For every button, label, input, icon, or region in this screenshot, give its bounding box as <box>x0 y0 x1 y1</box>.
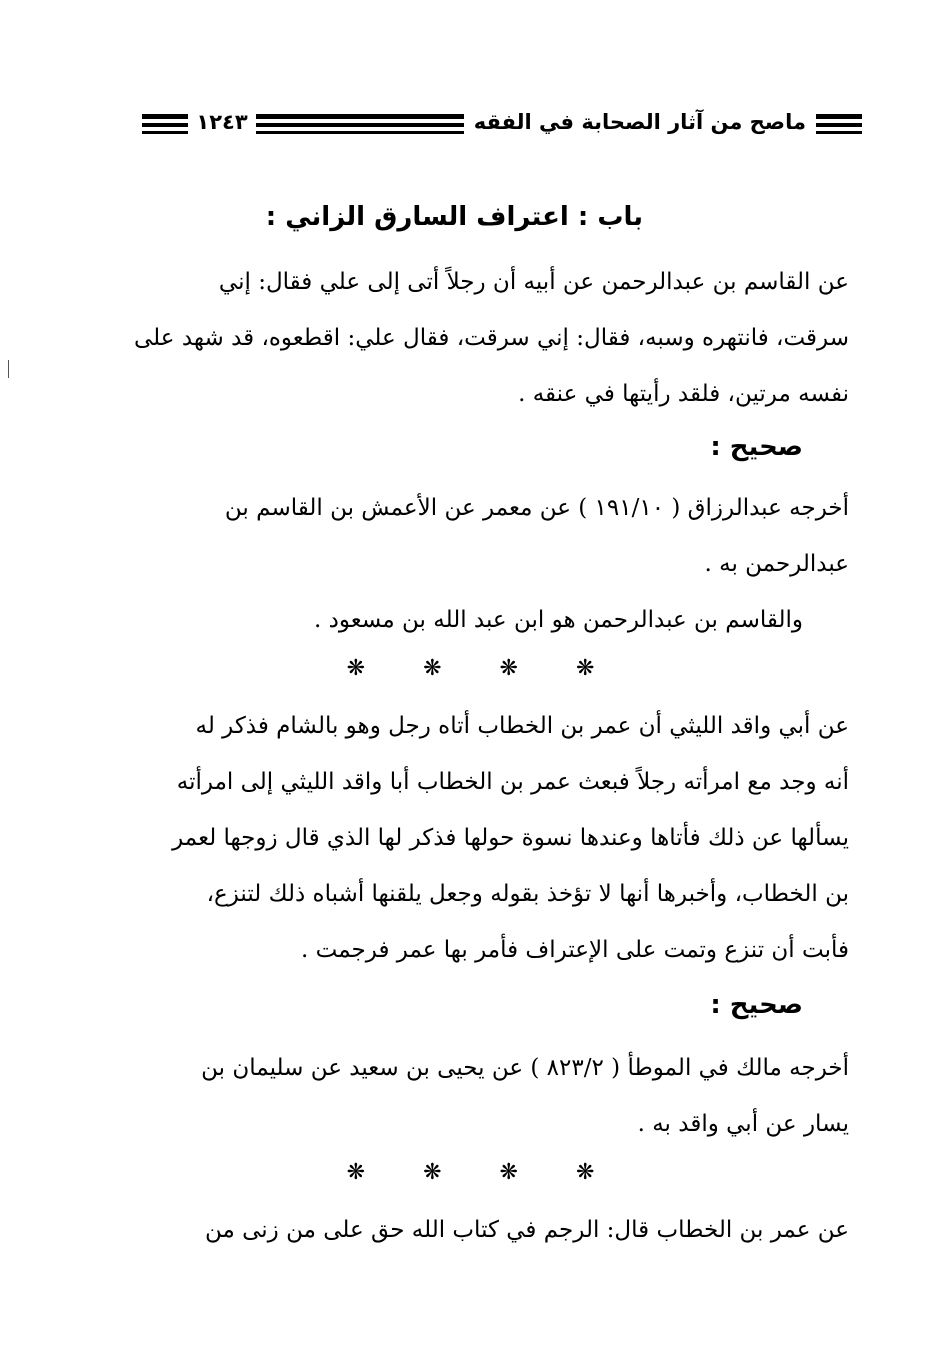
text-line: عن أبي واقد الليثي أن عمر بن الخطاب أتاه رجل وهو بالشام فذكر له <box>195 713 849 739</box>
text-line: يسألها عن ذلك فأتاها وعندها نسوة حولها فذكر لها الذي قال زوجها لعمر <box>172 825 849 851</box>
text-line: نفسه مرتين، فلقد رأيتها في عنقه . <box>518 381 849 407</box>
asterism-icon: ❋ <box>499 656 518 681</box>
text-line: بن الخطاب، وأخبرها أنها لا تؤخذ بقوله وجعل يلقنها أشباه ذلك لتنزع، <box>206 881 849 907</box>
text-line: والقاسم بن عبدالرحمن هو ابن عبد الله بن مسعود . <box>314 607 803 633</box>
section-separator <box>0 1160 941 1185</box>
text-line: أخرجه عبدالرزاق ( ١٩١/١٠ ) عن معمر عن الأعمش بن القاسم بن <box>224 495 849 521</box>
asterism-icon: ❋ <box>423 1160 442 1185</box>
grading-label: صحيح : <box>710 990 803 1020</box>
text-line: عن القاسم بن عبدالرحمن عن أبيه أن رجلاً أتى إلى علي فقال: إني <box>218 269 849 295</box>
text-line: أخرجه مالك في الموطأ ( ٨٢٣/٢ ) عن يحيى بن سعيد عن سليمان بن <box>201 1055 849 1081</box>
text-line: أنه وجد مع امرأته رجلاً فبعث عمر بن الخطاب أبا واقد الليثي إلى امرأته <box>176 769 849 795</box>
scan-artifact <box>8 360 9 378</box>
section-separator <box>0 656 941 681</box>
note-1 <box>97 592 803 648</box>
page-number: ١٢٤٣ <box>196 110 248 134</box>
asterism-icon: ❋ <box>346 656 366 681</box>
asterism-icon: ❋ <box>423 656 442 681</box>
running-header <box>92 104 862 144</box>
narration-3 <box>97 1202 849 1258</box>
chapter-title: باب : اعتراف السارق الزاني : <box>265 202 643 232</box>
asterism-icon: ❋ <box>575 1160 595 1185</box>
grading-label: صحيح : <box>710 432 803 462</box>
book-title: ماصح من آثار الصحابة في الفقه <box>473 110 806 134</box>
asterism-icon: ❋ <box>575 656 595 681</box>
asterism-icon: ❋ <box>499 1160 518 1185</box>
text-line: عن عمر بن الخطاب قال: الرجم في كتاب الله حق على من زنى من <box>204 1217 849 1243</box>
takhrij-2 <box>97 1040 849 1152</box>
takhrij-1 <box>97 480 849 592</box>
text-line: يسار عن أبي واقد به . <box>637 1111 849 1137</box>
asterism-icon: ❋ <box>346 1160 366 1185</box>
header-rule-right <box>816 114 862 134</box>
text-line: عبدالرحمن به . <box>704 551 849 577</box>
text-line: فأبت أن تنزع وتمت على الإعتراف فأمر بها عمر فرجمت . <box>301 937 849 963</box>
text-line: سرقت، فانتهره وسبه، فقال: إني سرقت، فقال علي: اقطعوه، قد شهد على <box>134 325 849 351</box>
narration-1 <box>97 254 849 422</box>
narration-2 <box>97 698 849 978</box>
header-rule-middle <box>256 114 464 134</box>
header-rule-left <box>142 114 188 134</box>
